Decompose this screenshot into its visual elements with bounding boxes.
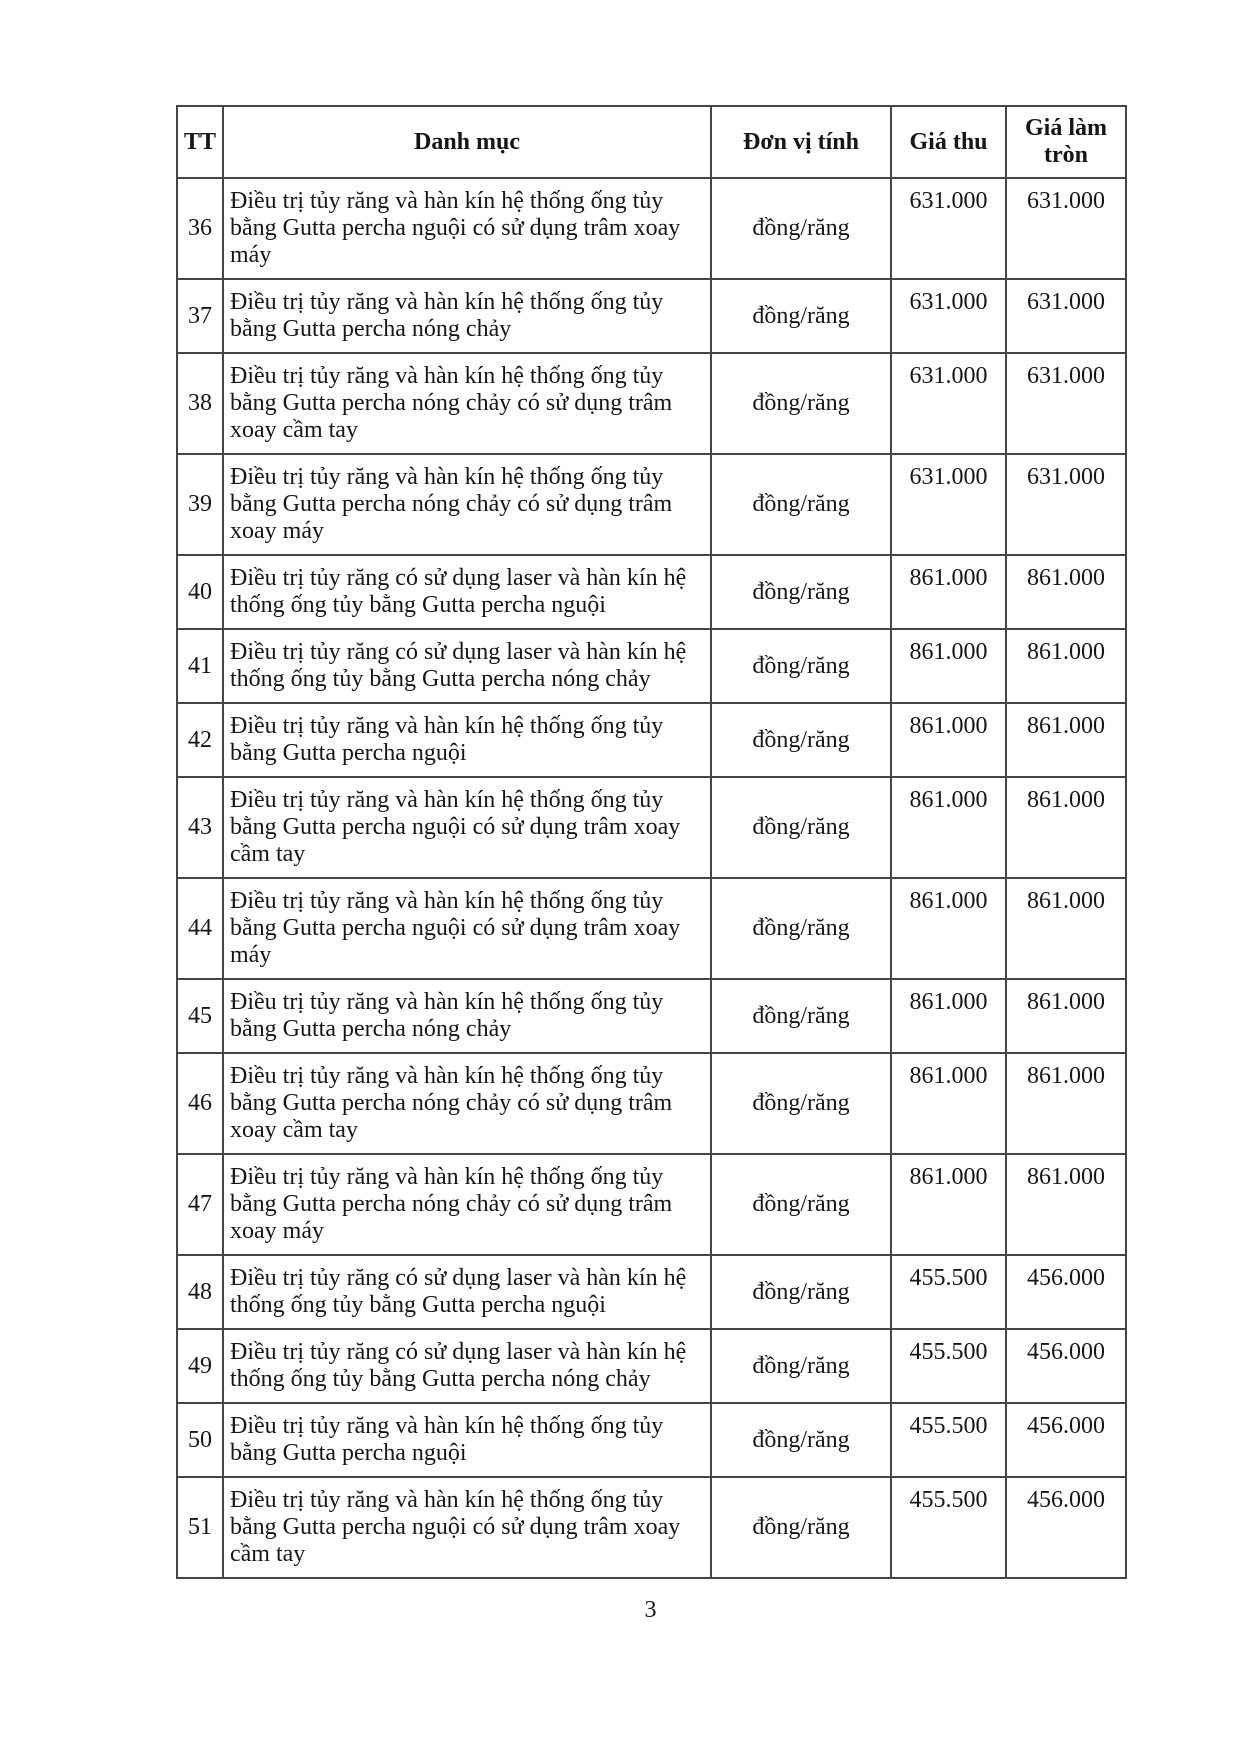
- cell-danh-muc: Điều trị tủy răng và hàn kín hệ thống ống tủy bằng Gutta percha nguội có sử dụng trâm xoay máy: [223, 878, 711, 979]
- cell-danh-muc: Điều trị tủy răng và hàn kín hệ thống ống tủy bằng Gutta percha nóng chảy có sử dụng trâm xoay máy: [223, 454, 711, 555]
- header-gia-lam-tron: Giá làm tròn: [1006, 106, 1126, 178]
- cell-danh-muc: Điều trị tủy răng và hàn kín hệ thống ống tủy bằng Gutta percha nóng chảy: [223, 279, 711, 353]
- cell-tt: 42: [177, 703, 223, 777]
- cell-tt: 41: [177, 629, 223, 703]
- header-tt: TT: [177, 106, 223, 178]
- table-row: [177, 353, 1126, 454]
- cell-gia-thu: 455.500: [891, 1477, 1006, 1578]
- cell-gia-thu: 455.500: [891, 1255, 1006, 1329]
- cell-tt: 46: [177, 1053, 223, 1154]
- cell-don-vi-tinh: đồng/răng: [711, 1403, 891, 1477]
- header-danh-muc: Danh mục: [223, 106, 711, 178]
- cell-gia-lam-tron: 861.000: [1006, 878, 1126, 979]
- cell-gia-lam-tron: 861.000: [1006, 777, 1126, 878]
- cell-gia-thu: 861.000: [891, 629, 1006, 703]
- cell-gia-thu: 631.000: [891, 454, 1006, 555]
- cell-tt: 40: [177, 555, 223, 629]
- cell-don-vi-tinh: đồng/răng: [711, 353, 891, 454]
- cell-gia-thu: 861.000: [891, 1053, 1006, 1154]
- cell-tt: 36: [177, 178, 223, 279]
- price-table-body: [177, 178, 1126, 1578]
- cell-danh-muc: Điều trị tủy răng và hàn kín hệ thống ống tủy bằng Gutta percha nóng chảy có sử dụng trâm xoay cầm tay: [223, 1053, 711, 1154]
- cell-gia-thu: 861.000: [891, 1154, 1006, 1255]
- cell-danh-muc: Điều trị tủy răng và hàn kín hệ thống ống tủy bằng Gutta percha nóng chảy: [223, 979, 711, 1053]
- table-row: [177, 703, 1126, 777]
- cell-don-vi-tinh: đồng/răng: [711, 454, 891, 555]
- cell-danh-muc: Điều trị tủy răng có sử dụng laser và hàn kín hệ thống ống tủy bằng Gutta percha nóng chảy: [223, 1329, 711, 1403]
- table-row: [177, 629, 1126, 703]
- cell-gia-lam-tron: 631.000: [1006, 178, 1126, 279]
- cell-gia-thu: 455.500: [891, 1329, 1006, 1403]
- cell-danh-muc: Điều trị tủy răng có sử dụng laser và hàn kín hệ thống ống tủy bằng Gutta percha nguội: [223, 555, 711, 629]
- table-row: [177, 1053, 1126, 1154]
- cell-gia-thu: 861.000: [891, 878, 1006, 979]
- table-row: [177, 279, 1126, 353]
- cell-gia-lam-tron: 861.000: [1006, 703, 1126, 777]
- cell-danh-muc: Điều trị tủy răng và hàn kín hệ thống ống tủy bằng Gutta percha nguội có sử dụng trâm xoay máy: [223, 178, 711, 279]
- cell-tt: 49: [177, 1329, 223, 1403]
- cell-gia-thu: 455.500: [891, 1403, 1006, 1477]
- cell-gia-lam-tron: 456.000: [1006, 1255, 1126, 1329]
- cell-don-vi-tinh: đồng/răng: [711, 279, 891, 353]
- cell-danh-muc: Điều trị tủy răng và hàn kín hệ thống ống tủy bằng Gutta percha nguội có sử dụng trâm xoay cầm tay: [223, 1477, 711, 1578]
- cell-don-vi-tinh: đồng/răng: [711, 555, 891, 629]
- cell-gia-lam-tron: 631.000: [1006, 353, 1126, 454]
- cell-gia-lam-tron: 631.000: [1006, 454, 1126, 555]
- cell-gia-thu: 861.000: [891, 979, 1006, 1053]
- table-header-row: [177, 106, 1126, 178]
- cell-tt: 45: [177, 979, 223, 1053]
- cell-tt: 37: [177, 279, 223, 353]
- cell-tt: 47: [177, 1154, 223, 1255]
- cell-gia-lam-tron: 861.000: [1006, 555, 1126, 629]
- cell-gia-lam-tron: 861.000: [1006, 629, 1126, 703]
- cell-gia-thu: 861.000: [891, 703, 1006, 777]
- cell-gia-lam-tron: 456.000: [1006, 1329, 1126, 1403]
- cell-danh-muc: Điều trị tủy răng và hàn kín hệ thống ống tủy bằng Gutta percha nguội: [223, 703, 711, 777]
- cell-gia-lam-tron: 861.000: [1006, 1154, 1126, 1255]
- cell-danh-muc: Điều trị tủy răng và hàn kín hệ thống ống tủy bằng Gutta percha nguội có sử dụng trâm xoay cầm tay: [223, 777, 711, 878]
- table-row: [177, 178, 1126, 279]
- cell-tt: 50: [177, 1403, 223, 1477]
- price-table: [176, 105, 1127, 1579]
- cell-gia-lam-tron: 456.000: [1006, 1477, 1126, 1578]
- cell-don-vi-tinh: đồng/răng: [711, 1329, 891, 1403]
- cell-don-vi-tinh: đồng/răng: [711, 629, 891, 703]
- table-row: [177, 979, 1126, 1053]
- cell-don-vi-tinh: đồng/răng: [711, 878, 891, 979]
- cell-tt: 48: [177, 1255, 223, 1329]
- cell-danh-muc: Điều trị tủy răng có sử dụng laser và hàn kín hệ thống ống tủy bằng Gutta percha nguội: [223, 1255, 711, 1329]
- cell-tt: 51: [177, 1477, 223, 1578]
- cell-don-vi-tinh: đồng/răng: [711, 1154, 891, 1255]
- cell-danh-muc: Điều trị tủy răng có sử dụng laser và hàn kín hệ thống ống tủy bằng Gutta percha nóng chảy: [223, 629, 711, 703]
- header-gia-thu: Giá thu: [891, 106, 1006, 178]
- cell-gia-thu: 631.000: [891, 353, 1006, 454]
- table-row: [177, 454, 1126, 555]
- cell-tt: 43: [177, 777, 223, 878]
- table-row: [177, 878, 1126, 979]
- cell-gia-lam-tron: 456.000: [1006, 1403, 1126, 1477]
- table-row: [177, 1154, 1126, 1255]
- cell-don-vi-tinh: đồng/răng: [711, 1255, 891, 1329]
- cell-gia-thu: 631.000: [891, 178, 1006, 279]
- cell-don-vi-tinh: đồng/răng: [711, 178, 891, 279]
- cell-gia-lam-tron: 861.000: [1006, 979, 1126, 1053]
- cell-danh-muc: Điều trị tủy răng và hàn kín hệ thống ống tủy bằng Gutta percha nóng chảy có sử dụng trâm xoay cầm tay: [223, 353, 711, 454]
- cell-gia-lam-tron: 631.000: [1006, 279, 1126, 353]
- cell-don-vi-tinh: đồng/răng: [711, 1477, 891, 1578]
- cell-gia-thu: 631.000: [891, 279, 1006, 353]
- cell-don-vi-tinh: đồng/răng: [711, 777, 891, 878]
- cell-don-vi-tinh: đồng/răng: [711, 1053, 891, 1154]
- cell-gia-lam-tron: 861.000: [1006, 1053, 1126, 1154]
- cell-gia-thu: 861.000: [891, 777, 1006, 878]
- table-row: [177, 1477, 1126, 1578]
- document-content: [176, 105, 1125, 1624]
- cell-danh-muc: Điều trị tủy răng và hàn kín hệ thống ống tủy bằng Gutta percha nguội: [223, 1403, 711, 1477]
- cell-don-vi-tinh: đồng/răng: [711, 979, 891, 1053]
- page-number: 3: [644, 1597, 657, 1623]
- table-row: [177, 1329, 1126, 1403]
- cell-danh-muc: Điều trị tủy răng và hàn kín hệ thống ống tủy bằng Gutta percha nóng chảy có sử dụng trâm xoay máy: [223, 1154, 711, 1255]
- cell-tt: 38: [177, 353, 223, 454]
- table-row: [177, 1255, 1126, 1329]
- header-don-vi-tinh: Đơn vị tính: [711, 106, 891, 178]
- cell-tt: 44: [177, 878, 223, 979]
- table-row: [177, 1403, 1126, 1477]
- cell-tt: 39: [177, 454, 223, 555]
- cell-gia-thu: 861.000: [891, 555, 1006, 629]
- table-row: [177, 777, 1126, 878]
- table-row: [177, 555, 1126, 629]
- cell-don-vi-tinh: đồng/răng: [711, 703, 891, 777]
